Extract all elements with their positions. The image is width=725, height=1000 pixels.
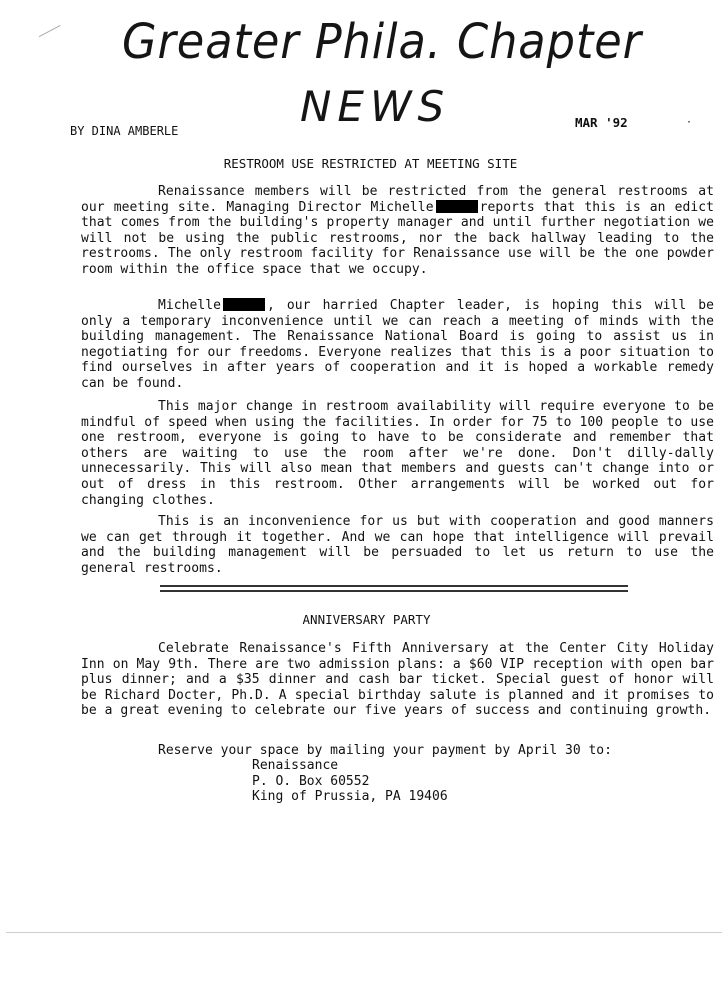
page-edge [6, 932, 722, 933]
paragraph [81, 298, 714, 392]
section-divider [160, 585, 628, 592]
address-line: P. O. Box 60552 [252, 774, 370, 789]
address-line: Renaissance [252, 758, 339, 773]
article-heading-anniversary: ANNIVERSARY PARTY [302, 612, 431, 627]
byline: BY DINA AMBERLE [70, 124, 179, 138]
corner-scan-mark [39, 25, 65, 46]
masthead-title: Greater Phila. Chapter [122, 14, 642, 70]
article-heading-restroom: RESTROOM USE RESTRICTED AT MEETING SITE [223, 156, 518, 171]
address-line: King of Prussia, PA 19406 [252, 789, 448, 804]
paragraph-text: Renaissance members will be restricted from the general restrooms at our meeting site. Managing Director Michelle [81, 184, 714, 215]
paragraph-text: Michelle [158, 298, 222, 313]
redaction-block [223, 298, 265, 311]
masthead-subtitle: NEWS [300, 82, 451, 131]
paragraph-text: , our harried Chapter leader, is hoping this will be only a temporary inconvenience until we can reach a meeting of minds with the building management. The Renaissance National Board is going to assist us in negotiating for our freedoms. Everyone realizes that this is a poor situation to find ourselves in after years of cooperation and it is hoped a workable remedy can be found. [81, 298, 714, 391]
stray-dot: · [686, 117, 693, 128]
paragraph: Celebrate Renaissance's Fifth Anniversary at the Center City Holiday Inn on May 9th. There are two admission plans: a $60 VIP reception with open bar plus dinner; and a $35 dinner and cash bar ticket. Special guest of honor will be Richard Docter, Ph.D. A special birthday salute is planned and it promises to be a great evening to celebrate our five years of success and continuing growth. [81, 641, 714, 719]
reserve-instruction: Reserve your space by mailing your payment by April 30 to: [158, 743, 612, 758]
paragraph: This major change in restroom availability will require everyone to be mindful of speed when using the facilities. In order for 75 to 100 people to use one restroom, everyone is going to have to be considerate and remember that others are waiting to use the room after we're done. Don't dilly-dally unnecessarily. This will also mean that members and guests can't change into or out of dress in this restroom. Other arrangements will be worked out for changing clothes. [81, 399, 714, 508]
paragraph [81, 184, 714, 278]
paragraph: This is an inconvenience for us but with cooperation and good manners we can get through it together. And we can hope that intelligence will prevail and the building management will be persuaded to let us return to use the general restrooms. [81, 514, 714, 576]
issue-date: MAR '92 [575, 115, 628, 130]
redaction-block [436, 200, 478, 213]
paragraph-text: reports that this is an edict that comes from the building's property manager and until further negotiation we will not be using the public restrooms, nor the back hallway leading to the restrooms. The only restroom facility for Renaissance use will be the one powder room within the office space that we occupy. [81, 199, 714, 277]
